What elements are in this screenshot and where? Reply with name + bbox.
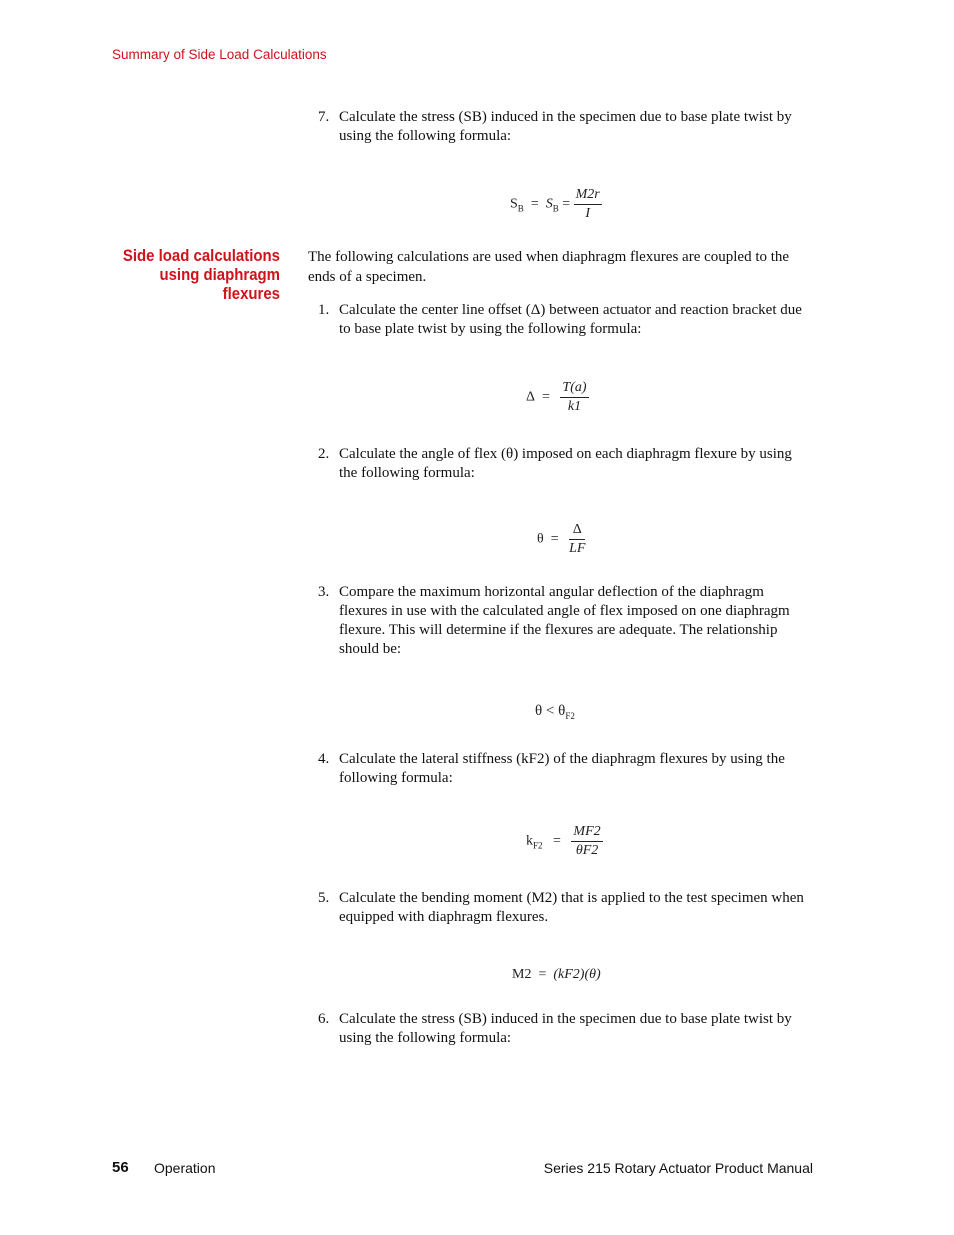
fraction: $\frac{M2r}{I}$	[575, 187, 600, 221]
step-1: 1. Calculate the center line offset (Δ) between actuator and reaction bracket due to base plate twist by using the following formula:	[318, 302, 802, 337]
fraction: $\frac{T(a)}{k1}$	[562, 380, 587, 414]
step-4: 4. Calculate the lateral stiffness (kF2) of the diaphragm flexures by using the following formula:	[318, 751, 785, 786]
intro-paragraph: The following calculations are used when diaphragm flexures are coupled to the ends of a specimen.	[308, 249, 790, 285]
step-6: 6. Calculate the stress (SB) induced in the specimen due to base plate twist by using the following formula:	[318, 1011, 792, 1046]
step-7	[318, 108, 813, 146]
fraction: $\frac{MF2}{\theta F2}$	[573, 824, 601, 858]
formula-delta: Δ = $\frac{T(a)}{k1}$	[526, 380, 587, 414]
formula-kf2: $k_{F2}$ = $\frac{MF2}{\theta F2}$	[526, 824, 601, 858]
running-header: Summary of Side Load Calculations	[112, 47, 327, 62]
formula-compare: $\theta < \theta_{F2}$	[535, 703, 575, 721]
step-number: 7.	[318, 109, 330, 125]
formula-sb: $S_B = S_B$ = $\frac{M2r}{I}$	[510, 187, 600, 221]
formula-theta: θ = $\frac{\Delta}{LF}$	[537, 522, 586, 556]
page-number: 56	[112, 1159, 129, 1176]
step-5: 5. Calculate the bending moment (M2) that is applied to the test specimen when equipped with diaphragm flexures.	[318, 890, 804, 925]
fraction: $\frac{\Delta}{LF}$	[569, 522, 586, 556]
footer-section: Operation	[154, 1160, 216, 1176]
step-text: Calculate the stress (SB) induced in the specimen due to base plate twist by using the following formula:	[339, 109, 792, 144]
section-heading: Side load calculations using diaphragm flexures	[122, 246, 281, 303]
formula-m2: M2 = (kF2)(θ)	[512, 967, 601, 982]
step-2: 2. Calculate the angle of flex (θ) imposed on each diaphragm flexure by using the following formula:	[318, 446, 792, 481]
footer-manual-title: Series 215 Rotary Actuator Product Manual	[543, 1160, 813, 1176]
step-3: 3. Compare the maximum horizontal angular deflection of the diaphragm flexures in use with the calculated angle of flex imposed on one diaphragm flexure. This will determine if the flexures are adequate. The relationship should be:	[318, 584, 790, 657]
